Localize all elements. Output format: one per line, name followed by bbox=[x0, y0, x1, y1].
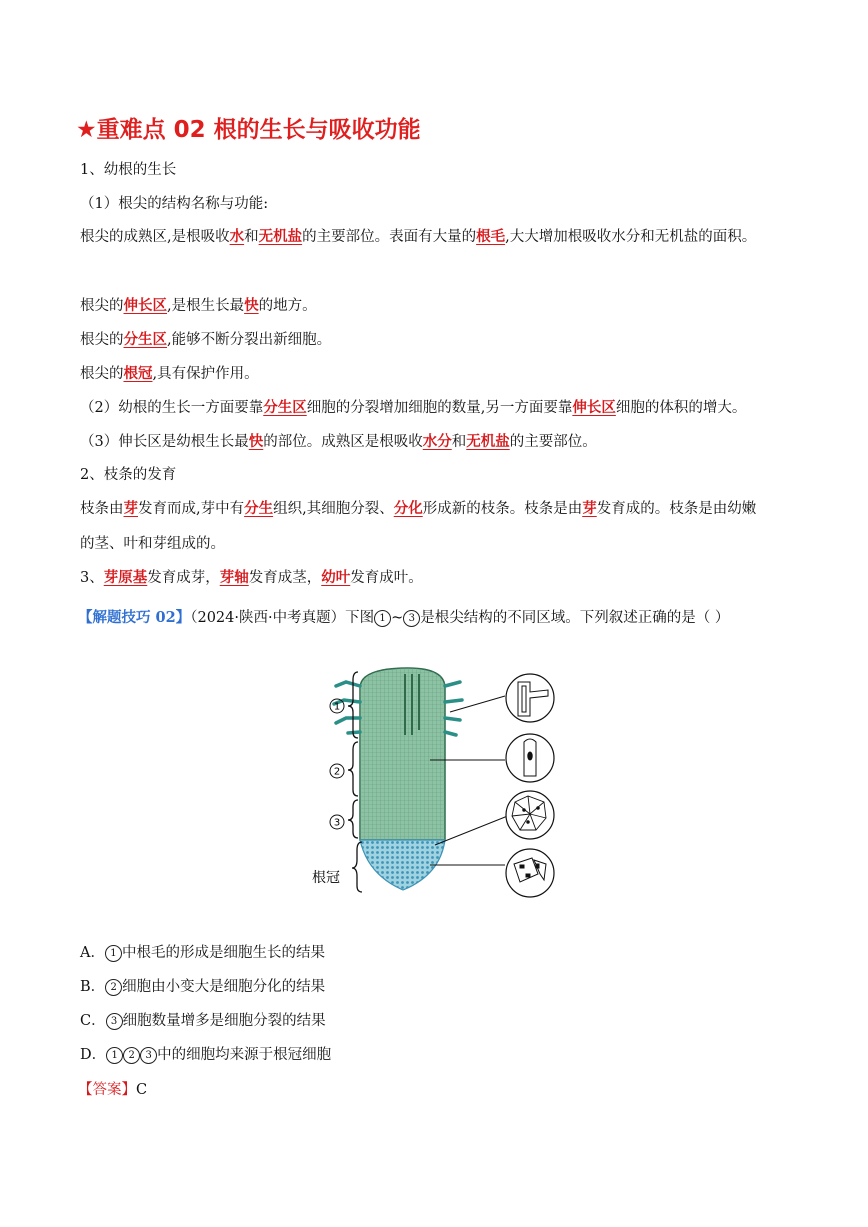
answer-blank: 快 bbox=[248, 433, 264, 450]
subsection-1-heading: （1）根尖的结构名称与功能: bbox=[80, 196, 269, 212]
answer-blank: 根毛 bbox=[476, 228, 506, 245]
paragraph-meristem-zone: 根尖的分生区,能够不断分裂出新细胞。 bbox=[80, 331, 332, 348]
paragraph-branch-cont: 的茎、叶和芽组成的。 bbox=[80, 536, 225, 552]
zone-label-2: 2 bbox=[333, 766, 341, 778]
option-a[interactable]: A． 1 中根毛的形成是细胞生长的结果 bbox=[80, 945, 325, 961]
root-cap-label: 根冠 bbox=[312, 870, 340, 886]
paragraph-root-cap: 根尖的根冠,具有保护作用。 bbox=[80, 365, 259, 382]
tip-label: 【解题技巧 02】 bbox=[78, 609, 191, 626]
paragraph-elongation-zone: 根尖的伸长区,是根生长最快的地方。 bbox=[80, 297, 317, 314]
answer-blank: 幼叶 bbox=[321, 569, 351, 586]
answer-blank: 根冠 bbox=[123, 365, 153, 382]
answer-blank: 分生区 bbox=[123, 331, 167, 348]
answer-blank: 伸长区 bbox=[572, 399, 616, 416]
zone-label-3: 3 bbox=[333, 817, 341, 829]
paragraph-elongation-fastest: （3）伸长区是幼根生长最快的部位。成熟区是根吸收水分和无机盐的主要部位。 bbox=[80, 433, 597, 450]
answer-blank: 水 bbox=[229, 228, 245, 245]
answer-blank: 分化 bbox=[393, 500, 423, 517]
answer-value: C bbox=[136, 1082, 148, 1098]
question-stem: 【解题技巧 02】（2024·陕西·中考真题）下图 1 ~ 3 是根尖结构的不同区域。下列叙述正确的是（ ） bbox=[78, 609, 730, 626]
answer-blank: 快 bbox=[244, 297, 259, 314]
answer-line bbox=[78, 1080, 147, 1100]
star-icon: ★ bbox=[76, 117, 97, 143]
answer-blank: 分生区 bbox=[263, 399, 307, 416]
option-d[interactable]: D． 1 2 3 中的细胞均来源于根冠细胞 bbox=[80, 1047, 332, 1063]
answer-blank: 分生 bbox=[244, 500, 274, 517]
page-title bbox=[76, 114, 421, 146]
answer-blank: 芽原基 bbox=[103, 569, 148, 586]
answer-blank: 无机盐 bbox=[466, 433, 510, 450]
paragraph-branch: 枝条由芽发育而成,芽中有分生组织,其细胞分裂、分化形成新的枝条。枝条是由芽发育成的。枝条是由幼嫩 bbox=[80, 500, 757, 517]
answer-label: 【答案】 bbox=[78, 1082, 136, 1098]
option-c[interactable]: C． 3 细胞数量增多是细胞分裂的结果 bbox=[80, 1013, 326, 1029]
option-b[interactable]: B． 2 细胞由小变大是细胞分化的结果 bbox=[80, 979, 326, 995]
zone-label-1: 1 bbox=[333, 701, 341, 713]
paragraph-growth: （2）幼根的生长一方面要靠分生区细胞的分裂增加细胞的数量,另一方面要靠伸长区细胞的体积的增大。 bbox=[80, 399, 747, 416]
paragraph-bud: 3、芽原基发育成芽，芽轴发育成茎，幼叶发育成叶。 bbox=[80, 569, 423, 586]
answer-blank: 无机盐 bbox=[258, 228, 303, 245]
paragraph-maturation-zone: 根尖的成熟区,是根吸收水和无机盐的主要部位。表面有大量的根毛,大大增加根吸收水分和无机盐的面积。 bbox=[80, 228, 757, 245]
title-text: 重难点 02 根的生长与吸收功能 bbox=[96, 117, 421, 143]
section-2-heading: 2、枝条的发育 bbox=[80, 467, 177, 483]
answer-blank: 水分 bbox=[422, 433, 452, 450]
answer-blank: 伸长区 bbox=[123, 297, 167, 314]
answer-blank: 芽 bbox=[582, 500, 597, 517]
root-tip-figure bbox=[300, 660, 580, 905]
answer-blank: 芽 bbox=[123, 500, 138, 517]
answer-blank: 芽轴 bbox=[219, 569, 249, 586]
section-1-heading: 1、幼根的生长 bbox=[80, 162, 177, 178]
